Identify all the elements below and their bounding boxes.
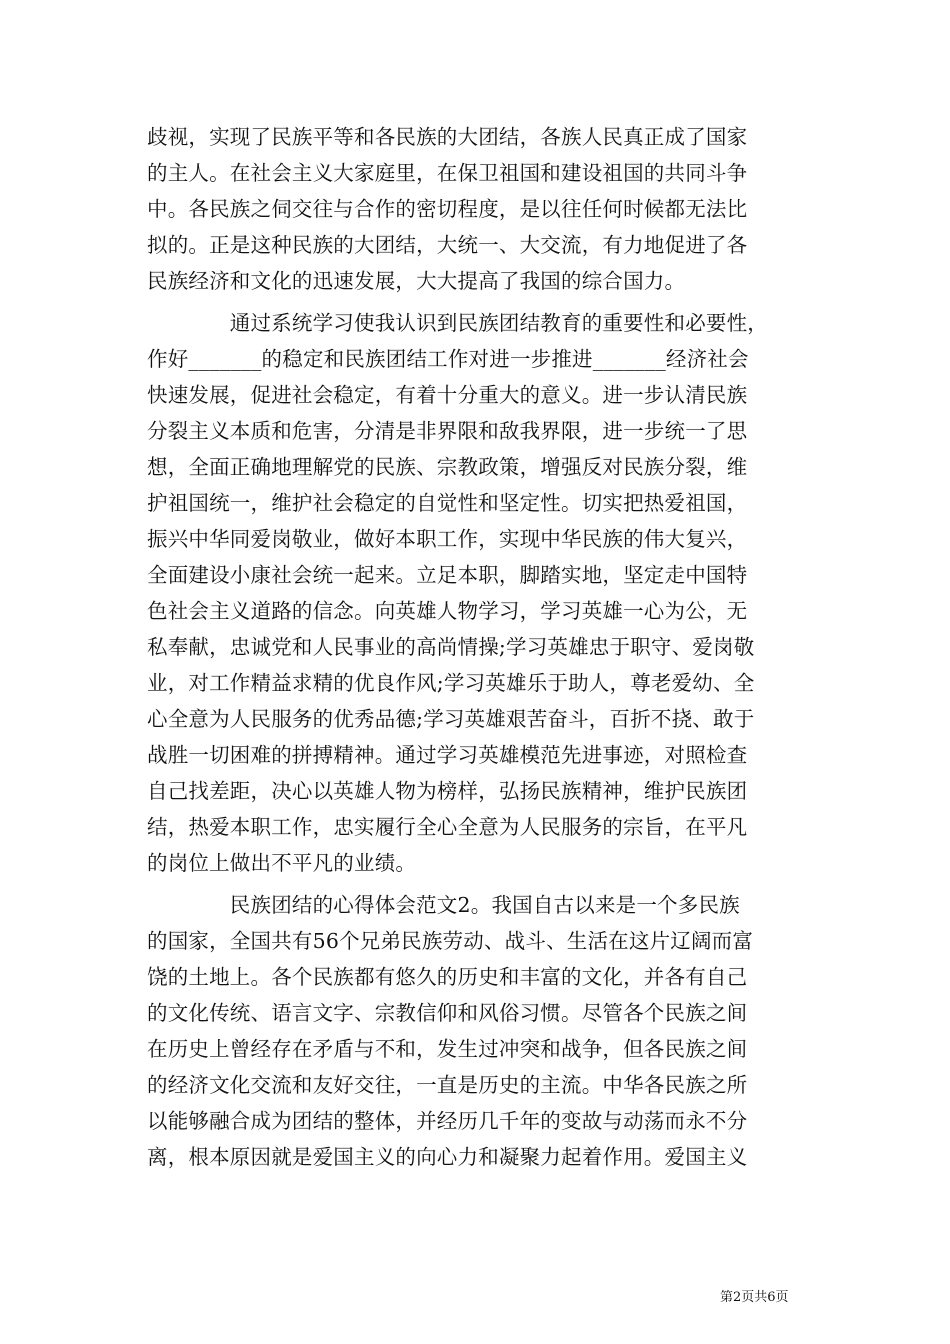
text-line: 的经济文化交流和友好交往，一直是历史的主流。中华各民族之所: [147, 1073, 748, 1097]
text-line: 护祖国统一，维护社会稳定的自觉性和坚定性。切实把热爱祖国，: [147, 491, 748, 515]
text-line: 民族经济和文化的迅速发展，大大提高了我国的综合国力。: [147, 269, 686, 293]
text-line: 心全意为人民服务的优秀品德;学习英雄艰苦奋斗，百折不挠、敢于: [147, 707, 755, 731]
text-line: 离，根本原因就是爱国主义的向心力和凝聚力起着作用。爱国主义: [147, 1145, 748, 1169]
page-number-footer: 第2页共6页: [720, 1290, 789, 1305]
text-line: 在历史上曾经存在矛盾与不和，发生过冲突和战争，但各民族之间: [147, 1037, 748, 1061]
text-line: 私奉献，忠诚党和人民事业的高尚情操;学习英雄忠于职守、爱岗敬: [147, 635, 755, 659]
text-line: 快速发展，促进社会稳定，有着十分重大的意义。进一步认清民族: [147, 383, 748, 407]
text-line: 饶的土地上。各个民族都有悠久的历史和丰富的文化，并各有自己: [147, 965, 748, 989]
text-line: 作好_______的稳定和民族团结工作对进一步推进_______经济社会: [147, 347, 749, 371]
text-line: 中。各民族之伺交往与合作的密切程度，是以往任何时候都无法比: [147, 197, 748, 221]
text-line: 通过系统学习使我认识到民族团结教育的重要性和必要性，: [147, 311, 768, 335]
text-line: 自己找差距，决心以英雄人物为榜样，弘扬民族精神，维护民族团: [147, 779, 748, 803]
text-line: 振兴中华同爱岗敬业，做好本职工作，实现中华民族的伟大复兴，: [147, 527, 748, 551]
text-line: 色社会主义道路的信念。向英雄人物学习，学习英雄一心为公，无: [147, 599, 748, 623]
text-line: 以能够融合成为团结的整体，并经历几千年的变故与动荡而永不分: [147, 1109, 748, 1133]
text-line: 业，对工作精益求精的优良作风;学习英雄乐于助人，尊老爱幼、全: [147, 671, 755, 695]
text-line: 歧视，实现了民族平等和各民族的大团结，各族人民真正成了国家: [147, 125, 748, 149]
text-line: 想，全面正确地理解党的民族、宗教政策，增强反对民族分裂，维: [147, 455, 748, 479]
text-line: 结，热爱本职工作，忠实履行全心全意为人民服务的宗旨，在平凡: [147, 815, 748, 839]
text-line: 的主人。在社会主义大家庭里，在保卫祖国和建设祖国的共同斗争: [147, 161, 748, 185]
text-line: 的文化传统、语言文字、宗教信仰和风俗习惯。尽管各个民族之间: [147, 1001, 748, 1025]
text-line: 的国家，全国共有56个兄弟民族劳动、战斗、生活在这片辽阔而富: [147, 929, 754, 953]
text-line: 全面建设小康社会统一起来。立足本职，脚踏实地，坚定走中国特: [147, 563, 748, 587]
text-line: 的岗位上做出不平凡的业绩。: [147, 851, 417, 875]
text-line: 战胜一切困难的拼搏精神。通过学习英雄模范先进事迹，对照检查: [147, 743, 748, 767]
text-line: 拟的。正是这种民族的大团结，大统一、大交流，有力地促进了各: [147, 233, 748, 257]
text-line: 分裂主义本质和危害，分清是非界限和敌我界限，进一步统一了思: [147, 419, 748, 443]
text-line: 民族团结的心得体会范文2。我国自古以来是一个多民族: [147, 893, 740, 917]
